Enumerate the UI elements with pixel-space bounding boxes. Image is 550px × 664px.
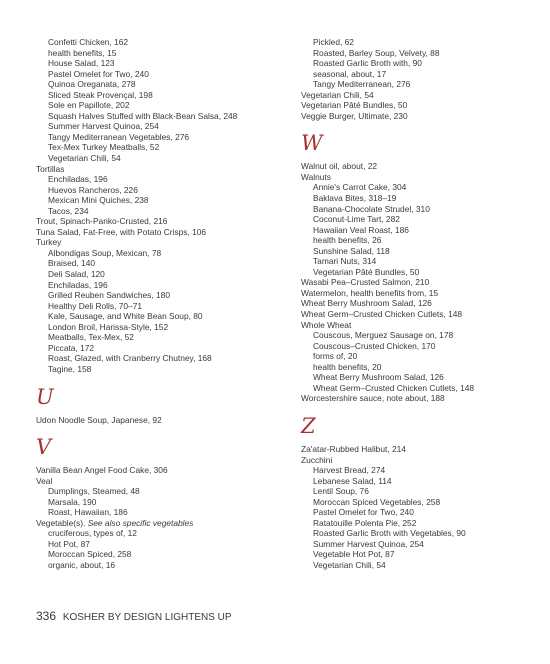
index-entry: Tuna Salad, Fat-Free, with Potato Crisps, 106 [36, 226, 207, 237]
index-subentry: Ratatouille Polenta Pie, 252 [313, 517, 417, 528]
index-subentry: Confetti Chicken, 162 [48, 37, 129, 47]
index-subentry: Vegetarian Chili, 54 [313, 559, 386, 570]
index-subentry: Meatballs, Tex-Mex, 52 [48, 332, 134, 343]
index-subentry: Marsala, 190 [48, 496, 97, 507]
index-subentry: Coconut-Lime Tart, 282 [313, 214, 400, 225]
index-entries [36, 465, 276, 518]
index-subentry: Roasted Garlic Broth with, 90 [313, 58, 422, 69]
index-subentry: cruciferous, types of, 12 [48, 528, 137, 539]
section-letter-z: Z [301, 413, 316, 438]
index-column-left [36, 37, 276, 571]
index-subentry: Couscous–Crusted Chicken, 170 [313, 340, 436, 351]
index-column-right [301, 37, 541, 571]
index-subentry: Braised, 140 [48, 258, 96, 269]
index-subentry: Moroccan Spiced, 258 [48, 549, 132, 560]
index-entry: Whole Wheat [301, 319, 352, 330]
index-subentry: Tamari Nuts, 314 [313, 256, 377, 267]
index-subentry: Kale, Sausage, and White Bean Soup, 80 [48, 311, 203, 322]
index-entry: Udon Noodle Soup, Japanese, 92 [36, 414, 162, 425]
index-subentry: Sliced Steak Provençal, 198 [48, 89, 153, 100]
index-entry: Wasabi Pea–Crusted Salmon, 210 [301, 277, 430, 288]
index-entry: Walnut oil, about, 22 [301, 161, 378, 172]
index-subentry: Tangy Mediterranean Vegetables, 276 [48, 131, 190, 142]
index-subentry: Roasted, Barley Soup, Velvety, 88 [313, 47, 440, 58]
index-subentry: Dumplings, Steamed, 48 [48, 486, 140, 497]
index-subentry: Tangy Mediterranean, 276 [313, 79, 411, 90]
index-entry: Zucchini [301, 454, 333, 465]
index-subentry: Summer Harvest Quinoa, 254 [48, 121, 159, 132]
index-subentry: Roast, Glazed, with Cranberry Chutney, 168 [48, 353, 212, 364]
index-entries [301, 37, 541, 121]
section-letter-v: V [36, 435, 52, 460]
index-subentry: House Salad, 123 [48, 58, 115, 69]
index-subentry: Hawaiian Veal Roast, 186 [313, 224, 409, 235]
index-subentry: Roast, Hawaiian, 186 [48, 507, 128, 518]
index-entry: Turkey [36, 237, 62, 248]
index-entry: Tortillas [36, 163, 65, 174]
index-subentry: forms of, 20 [313, 351, 358, 362]
index-subentry: Couscous, Merguez Sausage on, 178 [313, 330, 454, 341]
section-letter-u: U [36, 384, 54, 409]
index-subentry: Healthy Deli Rolls, 70–71 [48, 300, 143, 311]
index-subentry: Mexican Mini Quiches, 238 [48, 195, 149, 206]
index-entries [301, 161, 541, 404]
index-entry: Trout, Spinach-Panko-Crusted, 216 [36, 216, 168, 227]
index-subentry: Vegetarian Pâté Bundles, 50 [313, 266, 420, 277]
index-subentry: London Broil, Harissa-Style, 152 [48, 321, 169, 332]
index-subentry: Enchiladas, 196 [48, 279, 108, 290]
index-entries [36, 37, 276, 375]
index-subentry: Pastel Omelet for Two, 240 [313, 507, 414, 518]
index-subentry: Albondigas Soup, Mexican, 78 [48, 247, 162, 258]
index-entry: Veggie Burger, Ultimate, 230 [301, 110, 408, 121]
index-subentry: Summer Harvest Quinoa, 254 [313, 538, 424, 549]
index-entry: Walnuts [301, 171, 331, 182]
index-entry: Veal [36, 475, 53, 486]
index-subentry: Moroccan Spiced Vegetables, 258 [313, 496, 441, 507]
index-subentry: Pastel Omelet for Two, 240 [48, 68, 149, 79]
index-subentry: Roasted Garlic Broth with Vegetables, 90 [313, 528, 466, 539]
index-subentry: health benefits, 15 [48, 47, 117, 58]
index-subentry: Deli Salad, 120 [48, 269, 105, 280]
index-subentry: Squash Halves Stuffed with Black-Bean Salsa, 248 [48, 110, 238, 121]
book-title: KOSHER BY DESIGN LIGHTENS UP [62, 612, 232, 623]
index-entries [301, 444, 541, 571]
entry-heading: Vegetable(s). [36, 517, 86, 528]
index-entry: Vegetarian Chili, 54 [301, 89, 374, 100]
index-entry: Vegetarian Pâté Bundles, 50 [301, 100, 408, 111]
see-also-note: See also specific vegetables [87, 517, 194, 528]
index-subentry: Pickled, 62 [313, 37, 354, 47]
page-number: 336 [36, 609, 57, 623]
index-subentry: Enchiladas, 196 [48, 174, 108, 185]
index-subentry: Lebanese Salad, 114 [313, 475, 392, 486]
index-subentry: Hot Pot, 87 [48, 538, 90, 549]
index-subentry: health benefits, 26 [313, 235, 382, 246]
index-subentry: Sunshine Salad, 118 [313, 245, 390, 256]
index-subentry: Tex-Mex Turkey Meatballs, 52 [48, 142, 160, 153]
index-entry-vegetables [36, 518, 276, 529]
section-letter-w: W [301, 131, 323, 156]
index-entry: Vanilla Bean Angel Food Cake, 306 [36, 465, 168, 476]
index-entries [36, 415, 276, 426]
index-entry: Worcestershire sauce, note about, 188 [301, 393, 445, 404]
index-subentry: Tagine, 158 [48, 363, 92, 374]
index-subentry: Lentil Soup, 76 [313, 486, 369, 497]
index-subentry: Wheat Berry Mushroom Salad, 126 [313, 372, 444, 383]
index-subentry: organic, about, 16 [48, 559, 116, 570]
index-subentry: Vegetarian Chili, 54 [48, 153, 121, 164]
index-entry: Za'atar-Rubbed Halibut, 214 [301, 443, 406, 454]
index-subentry: Piccata, 172 [48, 342, 95, 353]
index-subentry: Banana-Chocolate Strudel, 310 [313, 203, 430, 214]
index-subentry: Huevos Rancheros, 226 [48, 184, 138, 195]
index-subentry: Wheat Germ–Crusted Chicken Cutlets, 148 [313, 382, 475, 393]
index-subentry: Harvest Bread, 274 [313, 465, 386, 476]
index-entry: Wheat Germ–Crusted Chicken Cutlets, 148 [301, 309, 463, 320]
index-subentry: Sole en Papillote, 202 [48, 100, 130, 111]
index-subentry: Grilled Reuben Sandwiches, 180 [48, 290, 170, 301]
index-entry: Wheat Berry Mushroom Salad, 126 [301, 298, 432, 309]
index-entry: Watermelon, health benefits from, 15 [301, 287, 439, 298]
index-subentry: Baklava Bites, 318–19 [313, 193, 397, 204]
index-subentry: Tacos, 234 [48, 205, 89, 216]
index-subentry: Quinoa Oreganata, 278 [48, 79, 136, 90]
index-subentry: health benefits, 20 [313, 361, 382, 372]
page-footer [36, 609, 232, 623]
index-subentry: Vegetable Hot Pot, 87 [313, 549, 395, 560]
index-subentry: Annie's Carrot Cake, 304 [313, 182, 407, 193]
index-entries [36, 528, 276, 570]
index-subentry: seasonal, about, 17 [313, 68, 387, 79]
